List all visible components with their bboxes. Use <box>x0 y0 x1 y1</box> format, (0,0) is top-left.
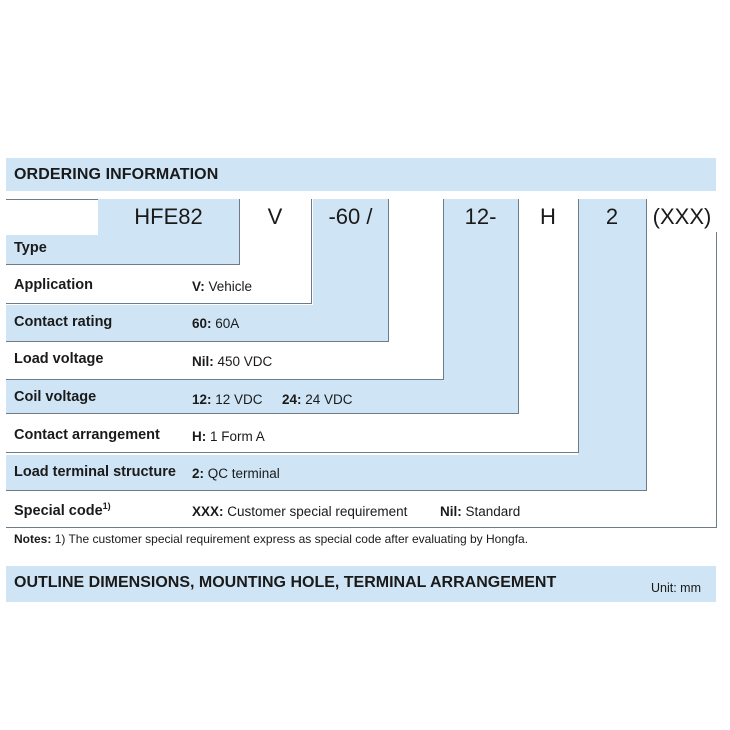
row-label-special-code: Special code$^{1)}$ <box>14 501 111 519</box>
row-label-contact-rating: Contact rating <box>14 314 113 330</box>
connector-line <box>518 199 519 414</box>
special-code-value-nil: Nil: Standard <box>440 504 521 519</box>
row-label-contact-arrangement: Contact arrangement <box>14 427 160 443</box>
notes: Notes: 1) The customer special requirement express as special code after evaluating by Hongfa. <box>14 532 529 546</box>
connector-line <box>6 199 98 200</box>
row-label-type: Type <box>14 240 47 256</box>
connector-line <box>388 199 389 342</box>
code-hfe82: HFE82 <box>134 204 203 229</box>
code-60: -60 / <box>328 204 373 229</box>
connector-line <box>6 452 579 453</box>
code-v: V <box>267 204 283 229</box>
connector-line <box>6 490 647 491</box>
row-label-coil-voltage: Coil voltage <box>14 389 97 405</box>
ordering-information-header: ORDERING INFORMATION <box>6 158 716 191</box>
footnote-marker: 1) <box>102 501 111 511</box>
contact-arrangement-value: H: 1 Form A <box>192 429 265 444</box>
contact-rating-value: 60: 60A <box>192 316 240 331</box>
code-2: 2 <box>605 204 619 229</box>
connector-line <box>311 199 312 303</box>
load-voltage-value: Nil: 450 VDC <box>192 354 273 369</box>
terminal-structure-value: 2: QC terminal <box>192 466 280 481</box>
terminal-structure-col-band <box>578 199 646 490</box>
connector-line <box>239 199 240 264</box>
connector-line <box>6 379 444 380</box>
special-code-value-xxx: XXX: Customer special requirement <box>192 504 408 519</box>
application-value: V: Vehicle <box>192 279 253 294</box>
connector-line <box>6 303 312 304</box>
connector-line <box>716 232 717 528</box>
connector-line <box>6 413 519 414</box>
row-label-load-terminal-structure: Load terminal structure <box>14 464 176 480</box>
code-xxx: (XXX) <box>652 204 712 229</box>
outline-header: OUTLINE DIMENSIONS, MOUNTING HOLE, TERMINAL ARRANGEMENT <box>14 574 557 591</box>
code-12: 12- <box>464 204 497 229</box>
connector-line <box>443 199 444 379</box>
coil-voltage-value-24: 24: 24 VDC <box>282 392 353 407</box>
unit-label: Unit: mm <box>651 581 701 595</box>
row-label-application: Application <box>14 277 93 293</box>
coil-voltage-value-12: 12: 12 VDC <box>192 392 263 407</box>
connector-line <box>6 341 389 342</box>
connector-line <box>6 264 240 265</box>
connector-line <box>6 527 717 528</box>
code-h: H <box>540 204 556 229</box>
connector-line <box>646 199 647 490</box>
connector-line <box>578 199 579 452</box>
row-label-load-voltage: Load voltage <box>14 351 104 367</box>
